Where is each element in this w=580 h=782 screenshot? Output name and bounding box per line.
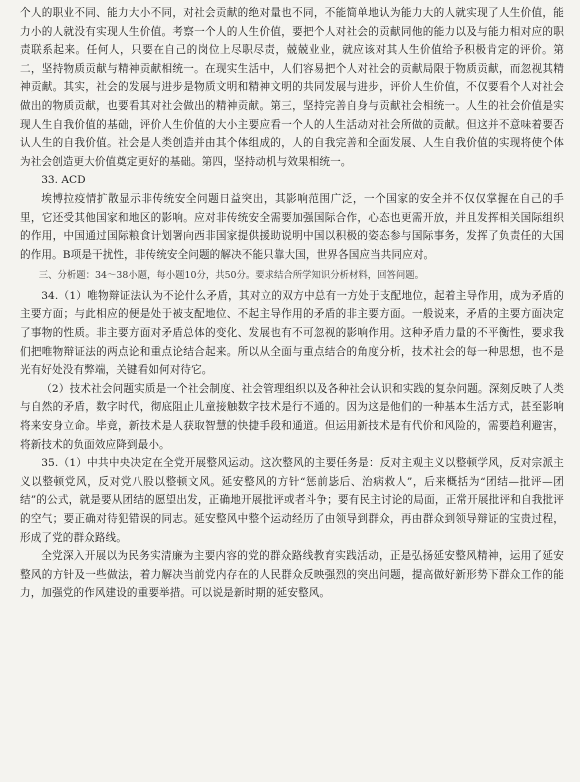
answer-34-part1: 34.（1）唯物辩证法认为不论什么矛盾，其对立的双方中总有一方处于支配地位，起着主导作用，成为矛盾的主要方面；与此相应的便是处于被支配地位、不起主导作用的矛盾的非主要方面。一般说来，矛盾的主要方面决定了事物的性质。非主要方面对矛盾总体的变化、发展也有不可忽视的影响作用。这种矛盾力量的不平衡性，要求我们把唯物辩证法的两点论和重点论结合起来。所以从全面与重点结合的角度分析，技术社会的每一种思想，也不是光有好处没有弊端，关键看如何对待它。 [20,289,564,377]
answer-33-label: 33. ACD [41,174,86,187]
answer-35-part1: 35.（1）中共中央决定在全党开展整风运动。这次整风的主要任务是：反对主观主义以整顿学风，反对宗派主义以整顿党风，反对党八股以整顿文风。延安整风的方针“惩前毖后、治病救人”，后来概括为“团结—批评—团结”的公式，就是要从团结的愿望出发，正确地开展批评或者斗争；要有民主讨论的局面，正常开展批评和自我批评的空气；要正确对待犯错误的同志。延安整风中整个运动经历了由领导到群众，再由群众到领导辩证的宝贵过程，形成了党的群众路线。 [20,457,564,544]
answer-32-continuation: 个人的职业不同、能力大小不同，对社会贡献的绝对量也不同，不能简单地认为能力大的人就实现了人生价值，能力小的人就没有实现人生价值。考察一个人的人生价值，要把个人对社会的贡献同他的能力以及与能力相对应的职责联系起来。任何人，只要在自己的岗位上尽职尽责，兢兢业业，就应该对其人生价值给予积极肯定的评价。第二，坚持物质贡献与精神贡献相统一。在现实生活中，人们容易把个人对社会的贡献局限于物质贡献，而忽视其精神贡献。其实，社会的发展与进步是物质文明和精神文明的共同发展与进步，评价人生价值，不仅要看个人对社会做出的物质贡献，也要看其对社会做出的精神贡献。第三，坚持完善自身与贡献社会相统一。人生的社会价值是实现人生自我价值的基础，评价人生价值的大小主要应看一个人的人生活动对社会所做的贡献。但这并不意味着要否认人生的自我价值。社会是人类创造并由其个体组成的，人的自我完善和全面发展、人生自我价值的实现将使个体为社会创造更大价值奠定更好的基础。第四，坚持动机与效果相统一。 [20,7,564,168]
section-3-heading: 三、分析题：34～38小题，每小题10分，共50分。要求结合所学知识分析材料，回答问题。 [38,270,425,282]
answer-35-part1-continued: 全党深入开展以为民务实清廉为主要内容的党的群众路线教育实践活动，正是弘扬延安整风精神，运用了延安整风的方针及一些做法，着力解决当前党内存在的人民群众反映强烈的突出问题，提高做好新形势下群众工作的能力，加强党的作风建设的重要举措。可以说是新时期的延安整风。 [20,550,564,600]
answer-33-explanation: 埃博拉疫情扩散显示非传统安全问题日益突出，其影响范围广泛，一个国家的安全并不仅仅掌握在自己的手里，它还受其他国家和地区的影响。应对非传统安全需要加强国际合作，心态也更需开放，并且发挥相关国际组织的作用，中国通过国际粮食计划署向西非国家提供援助说明中国以积极的姿态参与国际事务，发挥了负责任的大国的作用。B项是干扰性，非传统安全问题的解决不能只靠大国，世界各国应当共同应对。 [20,192,564,261]
answer-34-part2: （2）技术社会问题实质是一个社会制度、社会管理组织以及各种社会认识和实践的复杂问题。深刻反映了人类与自然的矛盾，数字时代，彻底阻止儿童接触数字技术是行不通的。因为这是他们的一种基本生活方式，甚至影响将来安身立命。毕竟，新技术是人获取智慧的快捷手段和通道。但运用新技术是有代价和风险的，需要趋利避害，将新技术的负面效应降到最小。 [20,382,564,451]
